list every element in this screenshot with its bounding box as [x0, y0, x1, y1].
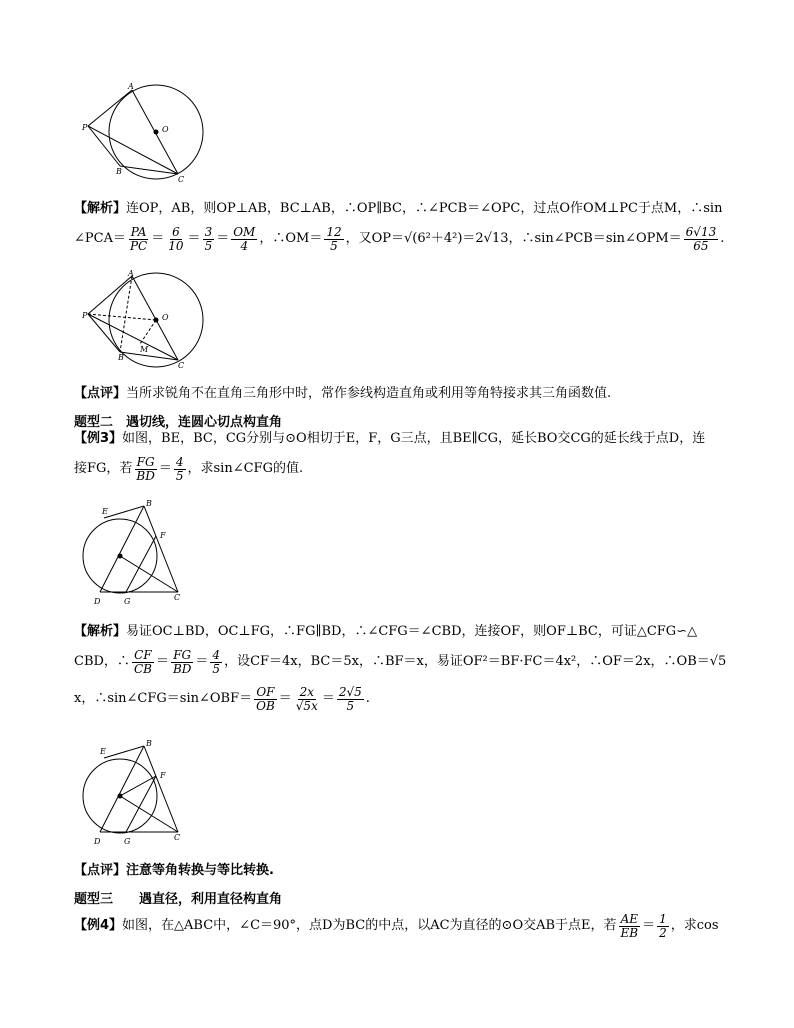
- denominator: 4: [240, 238, 249, 253]
- fraction: [132, 649, 154, 676]
- label-D: D: [94, 837, 101, 846]
- equals: ＝: [187, 231, 201, 246]
- comment-tag: 【点评】: [74, 863, 127, 878]
- numerator: CF: [134, 647, 152, 662]
- denominator: CB: [133, 661, 152, 676]
- numerator: 2x: [299, 684, 315, 699]
- fraction: [171, 649, 193, 676]
- fraction: [203, 226, 215, 253]
- analysis-1-line-2: [74, 222, 724, 256]
- numerator: 6: [172, 224, 180, 239]
- example-4-line-1: [74, 907, 724, 945]
- numerator: AE: [620, 911, 639, 926]
- label-B: B: [118, 353, 124, 362]
- analysis-tag: 【解析】: [74, 201, 127, 216]
- equals: ＝: [216, 231, 230, 246]
- example-tag: 【例3】: [74, 431, 123, 446]
- numerator: PA: [130, 224, 147, 239]
- fraction: [619, 913, 641, 940]
- fraction: [657, 913, 669, 940]
- label-B: B: [146, 499, 152, 508]
- analysis-tag: 【解析】: [74, 624, 127, 639]
- denominator: PC: [129, 238, 148, 253]
- fraction: [134, 456, 156, 483]
- text-segment: ，∴OM＝: [259, 231, 323, 246]
- analysis-1: [74, 196, 724, 256]
- comment-3: [74, 858, 724, 884]
- label-B: B: [116, 167, 122, 176]
- label-G: G: [124, 597, 131, 606]
- fraction: [294, 686, 320, 713]
- fraction: [337, 686, 364, 713]
- analysis-3-line-1: [74, 619, 724, 645]
- fraction: [324, 226, 343, 253]
- comment-text: 当所求锐角不在直角三角形中时，常作参线构造直角或利用等角特接求其三角函数值.: [126, 386, 612, 401]
- label-C: C: [178, 175, 185, 182]
- equals: ＝: [278, 691, 292, 706]
- fraction: [254, 686, 277, 713]
- label-B: B: [146, 739, 152, 748]
- equals: ＝: [155, 654, 169, 669]
- analysis-3: [74, 619, 727, 719]
- example-3-line-1: [74, 426, 724, 452]
- text-segment: ∠PCA＝: [74, 231, 126, 246]
- example-text: 如图，BE，BC，CG分别与⊙O相切于E，F，G三点，且BE∥CG，延长BO交CG的延长线于点D，连: [122, 431, 706, 446]
- analysis-1-line-1: [74, 196, 724, 222]
- denominator: 5: [330, 238, 338, 253]
- label-F: F: [160, 771, 166, 780]
- text-segment: 如图，在△ABC中，∠C＝90°，点D为BC的中点，以AC为直径的⊙O交AB于点E，若: [122, 918, 617, 933]
- figure-circle-tangents-1: [82, 82, 212, 182]
- equals: ＝: [642, 918, 656, 933]
- denominator: 5: [175, 468, 184, 483]
- fraction: [684, 226, 719, 253]
- denominator: OB: [256, 698, 275, 713]
- numerator: FG: [173, 647, 192, 662]
- label-P: P: [82, 311, 88, 320]
- fraction: [231, 226, 257, 253]
- label-E: E: [102, 507, 108, 516]
- figure-circle-tangents-2: [82, 268, 212, 368]
- analysis-text: 易证OC⊥BD，OC⊥FG，∴FG∥BD，∴∠CFG＝∠CBD，连接OF，则OF⊥BC，可证△CFG∽△: [126, 624, 698, 639]
- figure-tangent-triangle-2: [82, 738, 192, 853]
- label-F: F: [160, 531, 166, 540]
- denominator: BD: [172, 661, 192, 676]
- example-4: [74, 907, 724, 945]
- denominator: BD: [136, 468, 155, 483]
- text-segment: 接FG，若: [74, 461, 133, 476]
- numerator: OM: [233, 224, 256, 239]
- example-tag: 【例4】: [74, 918, 123, 933]
- label-D: D: [94, 597, 101, 606]
- label-E: E: [100, 747, 106, 756]
- label-A: A: [128, 269, 134, 278]
- numerator: 6√13: [685, 224, 717, 239]
- comment-line: [74, 381, 724, 407]
- figure-tangent-triangle-1: [82, 496, 192, 611]
- label-C: C: [174, 833, 181, 842]
- comment-text: 注意等角转换与等比转换.: [126, 863, 274, 878]
- label-G: G: [124, 837, 131, 846]
- denominator: 65: [693, 238, 709, 253]
- denominator: EB: [620, 925, 639, 940]
- example-3: [74, 426, 724, 486]
- text-segment: .: [365, 691, 370, 706]
- numerator: 4: [212, 647, 221, 662]
- fraction: [174, 456, 186, 483]
- text-segment: x，∴sin∠CFG＝sin∠OBF＝: [74, 691, 253, 706]
- example-3-line-2: [74, 452, 724, 486]
- equals: ＝: [158, 461, 172, 476]
- denominator: 10: [168, 238, 184, 253]
- fraction: [166, 226, 185, 253]
- denominator: 5: [346, 698, 355, 713]
- comment-1: [74, 381, 724, 407]
- numerator: OF: [256, 684, 275, 699]
- section-heading-3: 题型三 遇直径，利用直径构直角: [74, 892, 283, 907]
- denominator: 5: [204, 238, 213, 253]
- denominator: 2: [659, 925, 667, 940]
- numerator: 1: [659, 911, 667, 926]
- label-C: C: [178, 361, 185, 368]
- text-segment: .: [720, 231, 725, 246]
- analysis-3-line-3: [74, 679, 724, 719]
- analysis-3-line-2: [74, 645, 727, 679]
- fraction: [128, 226, 149, 253]
- comment-tag: 【点评】: [74, 386, 127, 401]
- label-M: M: [140, 345, 149, 354]
- comment-line: [74, 858, 724, 884]
- denominator: √5x: [295, 698, 318, 713]
- equals: ＝: [195, 654, 209, 669]
- fraction: [210, 649, 222, 676]
- denominator: 5: [212, 661, 221, 676]
- text-segment: ，又OP＝√(6²＋4²)＝2√13，∴sin∠PCB＝sin∠OPM＝: [345, 231, 682, 246]
- label-O: O: [162, 313, 169, 322]
- text-segment: CBD，∴: [74, 654, 130, 669]
- numerator: 2√5: [338, 684, 362, 699]
- label-A: A: [128, 82, 134, 91]
- label-C: C: [174, 593, 181, 602]
- numerator: 4: [175, 454, 184, 469]
- text-segment: ，设CF＝4x，BC＝5x，∴BF＝x，易证OF²＝BF·FC＝4x²，∴OF＝2x，∴OB＝√5: [224, 654, 727, 669]
- numerator: FG: [136, 454, 155, 469]
- section-heading-2: 题型二 遇切线，连圆心切点构直角: [74, 415, 283, 430]
- text-segment: ，求sin∠CFG的值.: [187, 461, 304, 476]
- equals: ＝: [151, 231, 165, 246]
- label-P: P: [82, 123, 88, 132]
- label-O: O: [162, 125, 169, 134]
- text-segment: ，求cos: [670, 918, 719, 933]
- numerator: 12: [326, 224, 342, 239]
- equals: ＝: [321, 691, 335, 706]
- analysis-text: 连OP，AB，则OP⊥AB，BC⊥AB，∴OP∥BC，∴∠PCB＝∠OPC，过点O作OM⊥PC于点M，∴sin: [126, 201, 723, 216]
- numerator: 3: [204, 224, 213, 239]
